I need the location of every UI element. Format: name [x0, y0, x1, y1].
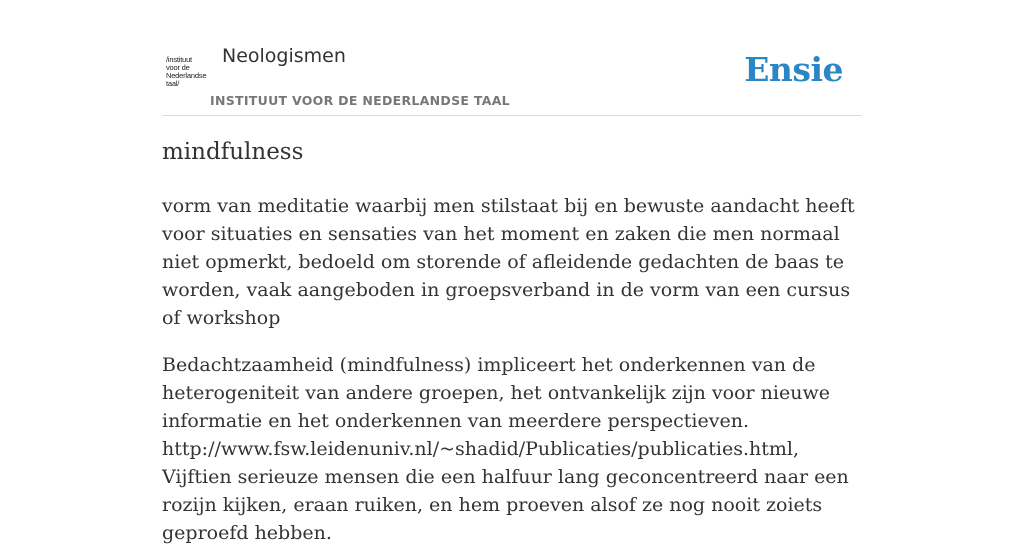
example-quote — [162, 351, 862, 547]
page-title: mindfulness — [162, 139, 304, 165]
site-title[interactable]: Neologismen — [222, 45, 346, 67]
institute-logo[interactable] — [166, 56, 210, 88]
example-text-2: Vijftien serieuze mensen die een halfuur lang geconcentreerd naar een rozijn kijken, eraan ruiken, en hem proeven alsof ze nog nooit zoiets geproefd hebben. — [162, 466, 849, 544]
logo-line: /instituut — [166, 55, 192, 64]
logo-line: voor de — [166, 63, 190, 72]
example-text: Bedachtzaamheid (mindfulness) impliceert het onderkennen van de heterogeniteit van andere groepen, het ontvankelijk zijn voor nieuwe informatie en het onderkennen van meerdere perspectieven. — [162, 354, 830, 432]
entry-content — [162, 192, 862, 547]
logo-line: Nederlandse — [166, 71, 207, 80]
header-divider — [162, 115, 862, 116]
definition-text: vorm van meditatie waarbij men stilstaat bij en bewuste aandacht heeft voor situaties en sensaties van het moment en zaken die men normaal niet opmerkt, bedoeld om storende of afleidende gedachten de baas te worden, vaak aangeboden in groepsverband in de vorm van een cursus of workshop — [162, 195, 855, 329]
example-source-link[interactable]: http://www.fsw.leidenuniv.nl/~shadid/Publicaties/publicaties.html, — [162, 438, 799, 460]
logo-line: taal/ — [166, 79, 180, 88]
institute-name: INSTITUUT VOOR DE NEDERLANDSE TAAL — [210, 93, 510, 108]
brand-logo[interactable]: Ensie — [744, 50, 843, 89]
